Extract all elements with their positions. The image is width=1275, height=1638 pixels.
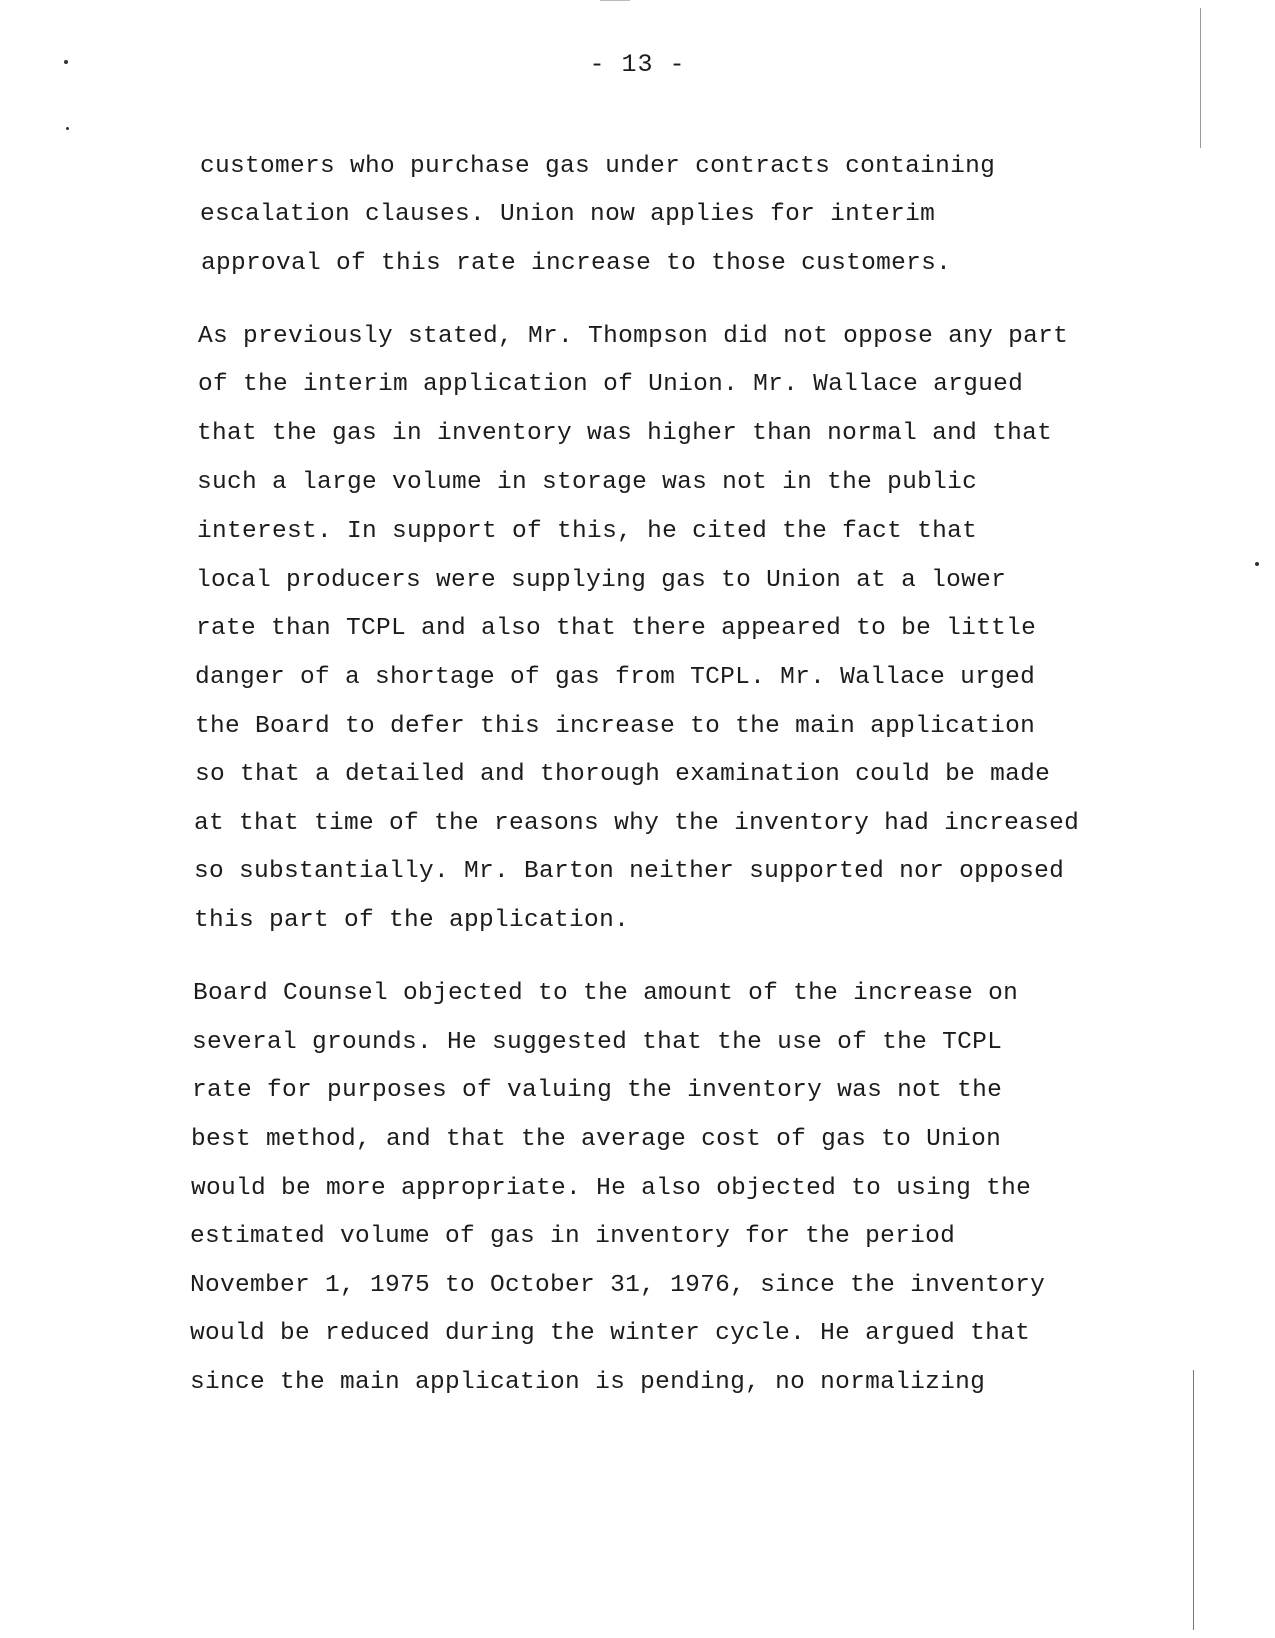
text-line: escalation clauses. Union now applies for interim bbox=[200, 201, 936, 228]
text-line: rate for purposes of valuing the inventory was not the bbox=[192, 1077, 1003, 1104]
text-line: such a large volume in storage was not in the public bbox=[197, 469, 978, 496]
text-line: so that a detailed and thorough examination could be made bbox=[195, 761, 1051, 788]
scan-edge-mark bbox=[1200, 8, 1201, 148]
text-line: that the gas in inventory was higher than normal and that bbox=[197, 420, 1053, 447]
text-line: this part of the application. bbox=[194, 907, 630, 934]
text-line: best method, and that the average cost of gas to Union bbox=[191, 1126, 1002, 1153]
text-line: customers who purchase gas under contracts containing bbox=[200, 153, 996, 180]
text-line: November 1, 1975 to October 31, 1976, since the inventory bbox=[190, 1272, 1046, 1299]
scan-edge-mark bbox=[1193, 1370, 1194, 1630]
text-line: several grounds. He suggested that the use of the TCPL bbox=[192, 1029, 1003, 1056]
text-line: danger of a shortage of gas from TCPL. Mr. Wallace urged bbox=[195, 664, 1036, 691]
text-line: so substantially. Mr. Barton neither supported nor opposed bbox=[194, 858, 1065, 885]
text-line: since the main application is pending, no normalizing bbox=[190, 1369, 986, 1396]
text-line: Board Counsel objected to the amount of the increase on bbox=[193, 980, 1019, 1007]
text-line: the Board to defer this increase to the main application bbox=[195, 713, 1036, 740]
text-line: of the interim application of Union. Mr. Wallace argued bbox=[198, 371, 1024, 398]
text-line: at that time of the reasons why the inventory had increased bbox=[194, 810, 1080, 837]
text-line: As previously stated, Mr. Thompson did not oppose any part bbox=[198, 323, 1069, 350]
page-number: - 13 - bbox=[589, 50, 686, 79]
text-line: estimated volume of gas in inventory for the period bbox=[190, 1223, 956, 1250]
text-line: interest. In support of this, he cited the fact that bbox=[197, 518, 978, 545]
text-line: rate than TCPL and also that there appeared to be little bbox=[196, 615, 1037, 642]
text-line: would be reduced during the winter cycle. He argued that bbox=[190, 1320, 1031, 1347]
scan-speck bbox=[64, 60, 68, 64]
text-line: would be more appropriate. He also objected to using the bbox=[191, 1175, 1032, 1202]
text-line: local producers were supplying gas to Union at a lower bbox=[196, 567, 1007, 594]
text-line: approval of this rate increase to those customers. bbox=[201, 250, 952, 277]
scan-speck bbox=[1255, 562, 1259, 566]
scan-edge-mark bbox=[600, 0, 630, 1]
scan-speck bbox=[66, 127, 69, 130]
